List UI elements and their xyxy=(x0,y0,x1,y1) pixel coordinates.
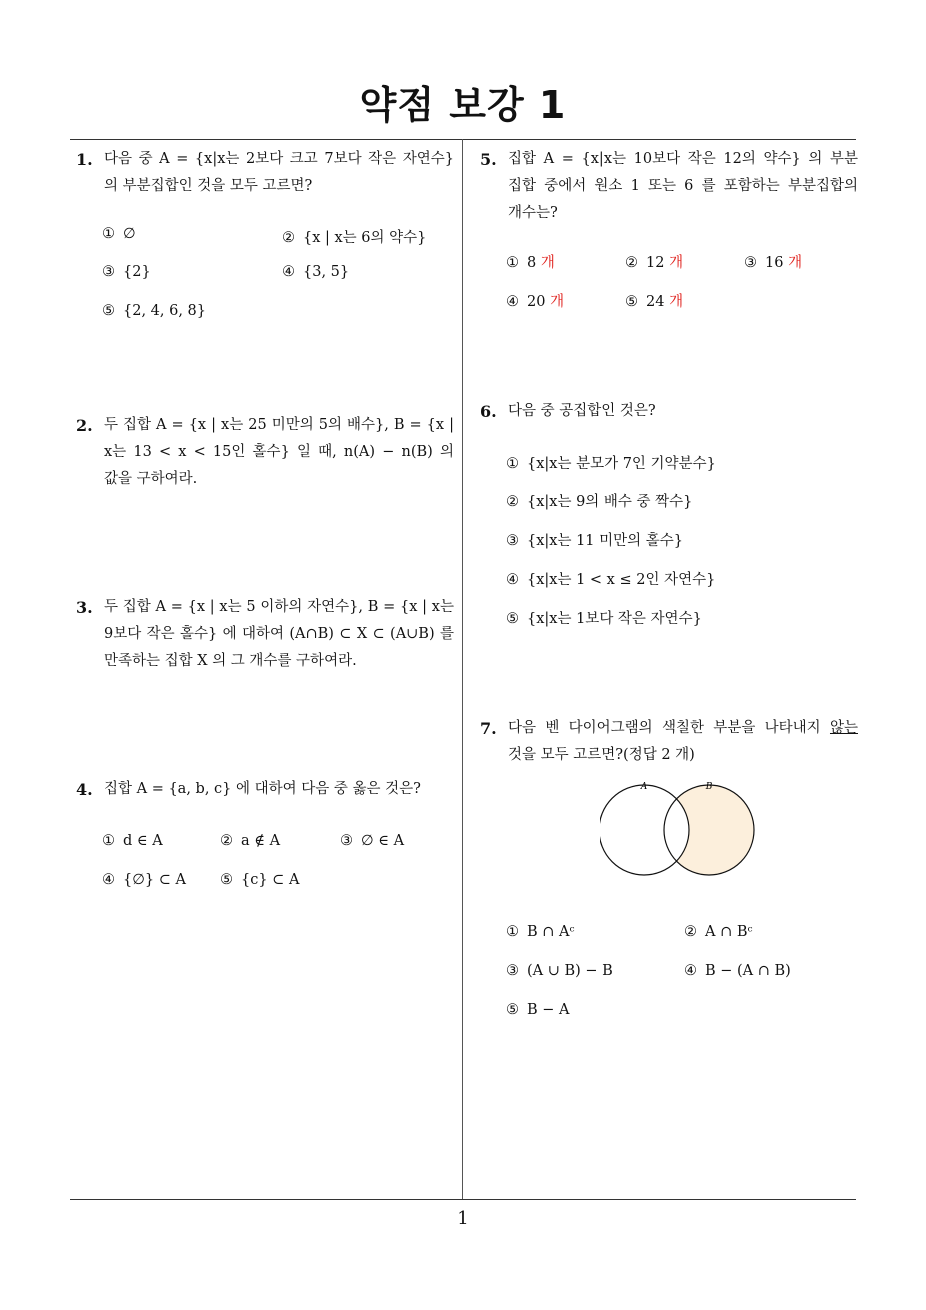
question-number: 2. xyxy=(76,416,93,435)
unit-label: 개 xyxy=(788,255,803,271)
choice-5-3[interactable]: ③ 16 개 xyxy=(744,255,803,271)
question-3 xyxy=(76,594,454,675)
question-2 xyxy=(76,412,454,493)
choice-5-5[interactable]: ⑤ 24 개 xyxy=(625,294,684,310)
choice-1-5[interactable]: ⑤ {2, 4, 6, 8} xyxy=(102,303,207,319)
question-number: 7. xyxy=(480,719,497,738)
question-7 xyxy=(480,715,858,769)
page-number: 1 xyxy=(457,1208,469,1229)
choice-1-2[interactable]: ② {x | x는 6의 약수} xyxy=(282,230,427,246)
top-rule xyxy=(70,139,856,140)
choice-4-3[interactable]: ③ ∅ ∈ A xyxy=(340,833,405,849)
choice-6-5[interactable]: ⑤ {x|x는 1보다 작은 자연수} xyxy=(506,611,702,627)
bottom-rule xyxy=(70,1199,856,1200)
question-number: 4. xyxy=(76,780,93,799)
choice-4-5[interactable]: ⑤ {c} ⊂ A xyxy=(220,872,300,888)
choice-5-1[interactable]: ① 8 개 xyxy=(506,255,555,271)
question-1 xyxy=(76,146,454,200)
choice-4-2[interactable]: ② a ∉ A xyxy=(220,833,281,849)
choice-5-2[interactable]: ② 12 개 xyxy=(625,255,684,271)
underlined-word: 않는 xyxy=(829,720,858,736)
question-text: 집합 A = {a, b, c} 에 대하여 다음 중 옳은 것은? xyxy=(104,781,421,797)
question-text: 다음 중 A = {x|x는 2보다 크고 7보다 작은 자연수} 의 부분집합인 것을 모두 고르면? xyxy=(104,151,454,194)
choice-4-4[interactable]: ④ {∅} ⊂ A xyxy=(102,872,186,888)
column-divider xyxy=(462,139,463,1200)
choice-7-4[interactable]: ④ B − (A ∩ B) xyxy=(684,963,791,979)
question-text: 다음 벤 다이어그램의 색칠한 부분을 나타내지 않는 것을 모두 고르면?(정답 2 개) xyxy=(508,720,858,763)
choice-6-2[interactable]: ② {x|x는 9의 배수 중 짝수} xyxy=(506,494,693,510)
choice-6-1[interactable]: ① {x|x는 분모가 7인 기약분수} xyxy=(506,456,716,472)
question-4 xyxy=(76,776,454,803)
question-text: 집합 A = {x|x는 10보다 작은 12의 약수} 의 부분 집합 중에서 원소 1 또는 6 를 포함하는 부분집합의 개수는? xyxy=(508,151,858,221)
choice-7-2[interactable]: ② A ∩ Bᶜ xyxy=(684,924,753,940)
venn-label-a: A xyxy=(640,782,648,792)
unit-label: 개 xyxy=(669,255,684,271)
choice-4-1[interactable]: ① d ∈ A xyxy=(102,833,163,849)
unit-label: 개 xyxy=(540,255,555,271)
choice-1-1[interactable]: ① ∅ xyxy=(102,226,136,242)
question-6 xyxy=(480,398,858,425)
choice-7-5[interactable]: ⑤ B − A xyxy=(506,1002,570,1018)
venn-label-b: B xyxy=(705,782,713,792)
choice-5-4[interactable]: ④ 20 개 xyxy=(506,294,565,310)
unit-label: 개 xyxy=(550,294,565,310)
choice-7-3[interactable]: ③ (A ∪ B) − B xyxy=(506,963,613,979)
venn-diagram xyxy=(600,778,760,878)
question-number: 3. xyxy=(76,598,93,617)
question-text: 두 집합 A = {x | x는 25 미만의 5의 배수}, B = {x | x는 13 < x < 15인 홀수} 일 때, n(A) − n(B) 의 값을 구하여라. xyxy=(104,417,454,487)
question-text: 두 집합 A = {x | x는 5 이하의 자연수}, B = {x | x는 9보다 작은 홀수} 에 대하여 (A∩B) ⊂ X ⊂ (A∪B) 를 만족하는 집합 X 의 그 개수를 구하여라. xyxy=(104,599,454,669)
question-number: 6. xyxy=(480,402,497,421)
choice-6-4[interactable]: ④ {x|x는 1 < x ≤ 2인 자연수} xyxy=(506,572,716,588)
choice-6-3[interactable]: ③ {x|x는 11 미만의 홀수} xyxy=(506,533,684,549)
page-title: 약점 보강 1 xyxy=(359,83,567,127)
choice-1-4[interactable]: ④ {3, 5} xyxy=(282,264,350,280)
question-5 xyxy=(480,146,858,227)
unit-label: 개 xyxy=(669,294,684,310)
question-number: 5. xyxy=(480,150,497,169)
choice-1-3[interactable]: ③ {2} xyxy=(102,264,151,280)
choice-7-1[interactable]: ① B ∩ Aᶜ xyxy=(506,924,575,940)
question-text: 다음 중 공집합인 것은? xyxy=(508,403,656,419)
question-number: 1. xyxy=(76,150,93,169)
